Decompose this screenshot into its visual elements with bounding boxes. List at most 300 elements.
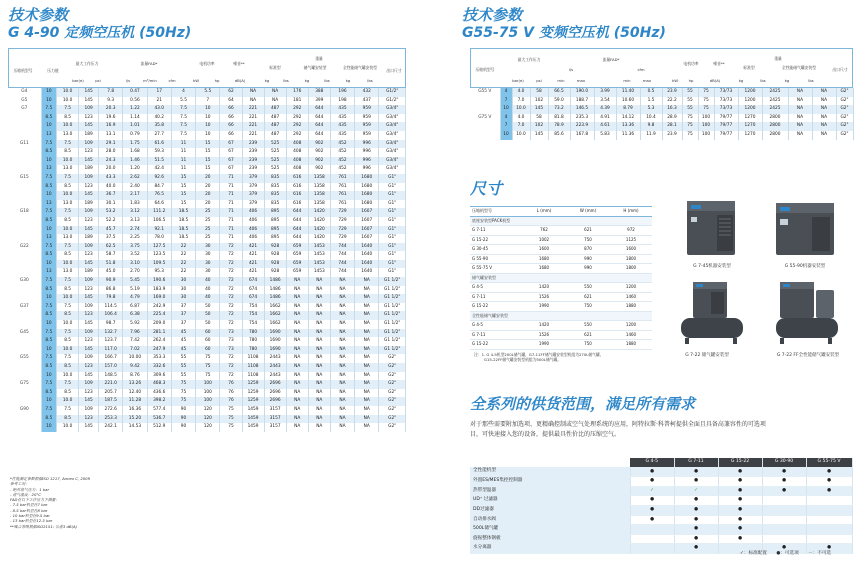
spec-cell: NA [788, 105, 812, 114]
spec-cell: 40.0 [99, 183, 123, 192]
spec-cell: 145 [79, 97, 99, 106]
spec-cell: 40 [196, 294, 220, 303]
spec-cell: 408 [286, 157, 308, 166]
spec-cell: 525 [264, 140, 286, 149]
spec-cell: 109 [79, 303, 99, 312]
hdr-unit: hp [214, 78, 220, 83]
options-cell: ● [630, 505, 674, 515]
note-line: - 10 bar机型在9.5 bar [10, 513, 50, 519]
dims-title: 尺寸 [470, 179, 503, 198]
rhdr-unit: kg [738, 78, 744, 83]
spec-cell: 30 [196, 260, 220, 269]
spec-cell: 452 [330, 157, 354, 166]
spec-cell: NA [308, 294, 330, 303]
left-table-row [8, 389, 406, 398]
spec-cell: 309.6 [147, 372, 171, 381]
spec-cell: NA [330, 303, 354, 312]
spec-cell: 644 [286, 208, 308, 217]
spec-cell: G1 1/2" [379, 277, 406, 286]
spec-cell: 55 [171, 363, 195, 372]
hdr-outlet: 出口尺寸 [386, 68, 402, 73]
spec-cell: G2" [379, 372, 406, 381]
options-cell [806, 525, 852, 535]
rhdr-unit: lbs [760, 78, 766, 83]
dims-group-row [470, 311, 652, 321]
spec-cell: NA [308, 372, 330, 381]
spec-cell: 145 [79, 397, 99, 406]
spec-cell: 15 [196, 140, 220, 149]
spec-cell: 895 [264, 208, 286, 217]
spec-cell: G1" [379, 268, 406, 277]
spec-cell: 1607 [355, 217, 379, 226]
spec-cell: 674 [242, 277, 264, 286]
spec-cell: 45 [171, 329, 195, 338]
options-cell: ● [674, 467, 718, 477]
spec-cell: 75 [171, 389, 195, 398]
spec-cell: 10 [500, 131, 512, 140]
spec-cell: 8.5 [57, 183, 79, 192]
options-cell: ● [674, 525, 718, 535]
spec-cell: 30 [196, 268, 220, 277]
spec-cell: 75 [698, 97, 714, 106]
spec-cell: 22 [171, 251, 195, 260]
spec-cell: NA [788, 131, 812, 140]
spec-cell: 75 [220, 406, 242, 415]
spec-cell: 27.7 [147, 131, 171, 140]
hdr-pressure: 压力值 [47, 68, 59, 73]
options-cell: ● [630, 515, 674, 525]
spec-cell: 146.5 [570, 105, 594, 114]
dims-group-label: 储气罐安装型 [470, 273, 652, 283]
range-title: 全系列的供货范围，满足所有需求 [470, 395, 696, 413]
model-cell: G4 [8, 88, 41, 97]
spec-cell: 123 [79, 114, 99, 123]
dims-row [470, 264, 652, 274]
right-table-row [470, 122, 853, 131]
left-table-row [8, 363, 406, 372]
spec-cell: 487 [264, 114, 286, 123]
spec-cell: 10 [41, 122, 56, 131]
legend-standard: ✓：标准配置 [740, 551, 767, 556]
spec-cell: 9.42 [123, 363, 147, 372]
spec-cell: 242.9 [147, 303, 171, 312]
spec-cell: G2" [379, 380, 406, 389]
spec-cell: 7.42 [123, 337, 147, 346]
dims-value-cell: 990 [566, 254, 610, 264]
left-table-row [8, 337, 406, 346]
spec-cell: 406 [242, 234, 264, 243]
spec-cell: 72 [220, 303, 242, 312]
dims-value-cell: 1680 [522, 254, 566, 264]
spec-cell: 408 [286, 148, 308, 157]
dims-model-cell: G 7-11 [470, 292, 522, 302]
spec-cell: G1" [379, 183, 406, 192]
spec-cell: 644 [308, 105, 330, 114]
rhdr-unit: max [576, 78, 586, 83]
spec-cell: 145 [79, 191, 99, 200]
spec-cell: 10 [41, 88, 56, 97]
spec-cell: 13.0 [57, 165, 79, 174]
spec-cell: 659 [286, 243, 308, 252]
spec-cell: NA [812, 105, 836, 114]
photo-caption: G 7-22 储气罐安装型 [685, 353, 729, 358]
spec-cell: 7.5 [57, 354, 79, 363]
spec-cell: 189 [79, 165, 99, 174]
spec-cell: 75 [220, 415, 242, 424]
spec-cell: 100 [196, 380, 220, 389]
spec-cell: NA [330, 354, 354, 363]
rhdr-max-work: 最大工作压力 [517, 57, 541, 62]
spec-cell: 75 [682, 114, 698, 123]
spec-cell: 780 [242, 346, 264, 355]
spec-cell: 15 [171, 200, 195, 209]
options-col: G 15-22 [718, 458, 762, 467]
spec-cell: 102 [530, 97, 548, 106]
spec-cell: 1270 [738, 131, 762, 140]
dims-value-cell: 972 [610, 226, 652, 236]
spec-cell: 145 [79, 226, 99, 235]
left-title-line2: G 4-90 定频空压机 (50Hz) [8, 25, 192, 41]
spec-cell: 123 [79, 311, 99, 320]
hdr-weight: 重量 [315, 56, 323, 61]
rhdr-fad: 流量FAD* [602, 57, 620, 62]
spec-cell: 73/73 [714, 97, 738, 106]
spec-cell: 187.5 [99, 397, 123, 406]
spec-cell: 127.5 [147, 243, 171, 252]
spec-cell: 12.40 [123, 389, 147, 398]
spec-cell: 109 [79, 174, 99, 183]
spec-cell: 4 [500, 88, 512, 97]
spec-cell: 62.5 [99, 243, 123, 252]
model-cell [8, 286, 41, 295]
spec-cell: 13.0 [57, 200, 79, 209]
model-cell [8, 191, 41, 200]
spec-cell: 23.9 [662, 88, 682, 97]
spec-cell: 2.74 [123, 226, 147, 235]
spec-cell: 7.5 [57, 303, 79, 312]
spec-cell: 959 [355, 105, 379, 114]
spec-cell: 2.70 [123, 268, 147, 277]
spec-cell: 123 [79, 251, 99, 260]
spec-cell: 780 [242, 337, 264, 346]
dims-value-cell: 1420 [522, 283, 566, 293]
spec-cell: 8.5 [57, 286, 79, 295]
spec-cell: 71 [220, 234, 242, 243]
rhdr-unit: dB(A) [709, 78, 721, 83]
spec-cell: 1607 [355, 208, 379, 217]
spec-cell: 1680 [355, 191, 379, 200]
spec-cell: 50 [196, 303, 220, 312]
spec-cell: 11.36 [616, 131, 640, 140]
model-cell: G55 [8, 354, 41, 363]
spec-cell: 835 [264, 200, 286, 209]
spec-cell: 7.5 [171, 131, 195, 140]
left-table-row [8, 294, 406, 303]
spec-cell: 76.5 [147, 191, 171, 200]
spec-cell: NA [286, 397, 308, 406]
spec-cell: 15 [171, 174, 195, 183]
left-table-row [8, 157, 406, 166]
left-table-row [8, 311, 406, 320]
rhdr-flow-ls: l/s [568, 67, 574, 72]
hdr-unit: lbs [283, 78, 289, 83]
spec-cell: 59.0 [548, 97, 570, 106]
left-table-row [8, 200, 406, 209]
spec-cell: 644 [308, 114, 330, 123]
spec-cell: 292 [286, 131, 308, 140]
spec-cell: 189 [79, 200, 99, 209]
spec-cell: G2" [836, 122, 853, 131]
options-cell: ✓ [630, 486, 674, 496]
hdr-power: 电机功率 [199, 61, 215, 66]
dims-value-cell: 1200 [610, 321, 652, 331]
options-cell [806, 515, 852, 525]
spec-cell: 21 [147, 97, 171, 106]
spec-cell: 8.5 [57, 389, 79, 398]
spec-cell: 644 [286, 226, 308, 235]
spec-cell: 90 [171, 423, 195, 432]
spec-cell: 7.5 [57, 105, 79, 114]
spec-cell: 190.0 [570, 88, 594, 97]
left-table-row [8, 217, 406, 226]
spec-cell: 109 [79, 329, 99, 338]
model-cell [8, 423, 41, 432]
hdr-wt-std: 标准型 [269, 65, 281, 70]
spec-cell: 72 [220, 311, 242, 320]
spec-cell: NA [330, 389, 354, 398]
left-table-row [8, 140, 406, 149]
left-table-row [8, 303, 406, 312]
spec-cell: 148.5 [99, 372, 123, 381]
spec-cell: NA [286, 337, 308, 346]
spec-cell: NA [812, 97, 836, 106]
spec-cell: G1" [379, 191, 406, 200]
rhdr-unit: max [642, 78, 652, 83]
model-cell [8, 268, 41, 277]
spec-cell: 281.1 [147, 329, 171, 338]
spec-cell: 4.39 [594, 105, 616, 114]
spec-cell: 16.3 [662, 105, 682, 114]
spec-cell: 7.5 [41, 277, 56, 286]
dims-row [470, 245, 652, 255]
spec-cell: NA [330, 286, 354, 295]
spec-cell: NA [788, 114, 812, 123]
spec-cell: 3.52 [123, 251, 147, 260]
options-cell [762, 534, 806, 544]
spec-cell: 223.9 [570, 122, 594, 131]
spec-cell: 169.0 [147, 294, 171, 303]
options-cell [762, 496, 806, 506]
dims-model-cell: G 30-45 [470, 245, 522, 255]
spec-cell: 2.62 [123, 174, 147, 183]
spec-cell: 75 [196, 363, 220, 372]
options-cell: ● [718, 515, 762, 525]
spec-cell: 71 [220, 208, 242, 217]
options-table [470, 458, 853, 554]
options-cell: ● [674, 544, 718, 554]
spec-cell: 659 [286, 268, 308, 277]
spec-cell: 20 [196, 191, 220, 200]
spec-cell: 10 [41, 226, 56, 235]
spec-cell: 100 [196, 389, 220, 398]
model-cell: G18 [8, 208, 41, 217]
dims-value-cell: 1680 [522, 264, 566, 274]
spec-cell: 902 [308, 165, 330, 174]
hdr-noise: 噪音** [233, 61, 245, 66]
spec-cell: 6.38 [123, 311, 147, 320]
hdr-unit: cfm [168, 78, 176, 83]
spec-cell: NA [355, 277, 379, 286]
spec-cell: 1640 [355, 268, 379, 277]
spec-cell: 754 [242, 320, 264, 329]
spec-cell: 98.7 [99, 320, 123, 329]
options-cell: ● [674, 496, 718, 506]
spec-cell: 8.5 [57, 363, 79, 372]
spec-cell: 13.0 [57, 234, 79, 243]
spec-cell: 84.7 [147, 183, 171, 192]
spec-cell: 659 [286, 251, 308, 260]
spec-cell: 408 [286, 165, 308, 174]
spec-cell: 18.5 [171, 217, 195, 226]
model-cell [8, 260, 41, 269]
spec-cell: NA [308, 303, 330, 312]
spec-cell: NA [355, 354, 379, 363]
spec-cell: 15 [196, 157, 220, 166]
spec-cell: 7.5 [57, 380, 79, 389]
spec-cell: 10.0 [57, 122, 79, 131]
spec-cell: 8.5 [41, 337, 56, 346]
left-table-row [8, 251, 406, 260]
left-table-row [8, 277, 406, 286]
spec-cell: 75 [682, 131, 698, 140]
spec-cell: 1690 [264, 337, 286, 346]
left-table-row [8, 346, 406, 355]
spec-cell: 8.5 [41, 217, 56, 226]
options-row [470, 534, 852, 544]
spec-cell: 1607 [355, 234, 379, 243]
spec-cell: 8.5 [57, 114, 79, 123]
left-table-row [8, 191, 406, 200]
spec-cell: 22 [171, 268, 195, 277]
spec-cell: 90 [171, 406, 195, 415]
left-table-row [8, 320, 406, 329]
dims-header-cell: W (mm) [566, 207, 610, 217]
spec-cell: 75 [698, 88, 714, 97]
dims-note-2: G15-22FF储气罐安装型机组为500L储气罐。 [484, 357, 562, 363]
left-table-row [8, 286, 406, 295]
spec-cell: 55 [682, 105, 698, 114]
spec-cell: NA [286, 423, 308, 432]
spec-cell: 5.5 [196, 88, 220, 97]
spec-cell: 29.1 [99, 140, 123, 149]
options-col: G 55-75 V [806, 458, 852, 467]
spec-cell: 11.40 [616, 88, 640, 97]
spec-cell: NA [355, 363, 379, 372]
rhdr-noise: 噪音** [713, 61, 725, 66]
spec-cell: 525 [264, 165, 286, 174]
options-cell: ✓ [674, 486, 718, 496]
spec-cell: 902 [308, 140, 330, 149]
hdr-unit: kW [193, 78, 199, 83]
product-photo-g7-45 [677, 195, 747, 261]
spec-cell: 4.79 [123, 294, 147, 303]
spec-cell: 28.1 [662, 122, 682, 131]
spec-cell: 487 [264, 122, 286, 131]
spec-cell: G1" [379, 251, 406, 260]
hdr-unit: psi [95, 78, 101, 83]
spec-cell: 8.5 [57, 148, 79, 157]
spec-cell: 421 [242, 268, 264, 277]
spec-cell: 353.3 [147, 354, 171, 363]
spec-cell: 468.3 [147, 380, 171, 389]
spec-cell: 145 [79, 260, 99, 269]
model-cell [8, 397, 41, 406]
spec-cell: 1.46 [123, 157, 147, 166]
spec-cell: 1.5 [640, 97, 662, 106]
spec-cell: 123 [79, 389, 99, 398]
spec-cell: 58 [530, 114, 548, 123]
spec-cell: 10 [196, 122, 220, 131]
dims-value-cell: 1800 [610, 254, 652, 264]
dims-model-cell: G 55-75 V [470, 264, 522, 274]
spec-cell: G2" [379, 389, 406, 398]
spec-cell: 10.0 [57, 294, 79, 303]
model-cell [8, 122, 41, 131]
spec-cell: 3.12 [123, 208, 147, 217]
spec-cell: 176 [286, 88, 308, 97]
spec-cell: 10 [196, 131, 220, 140]
spec-cell: NA [308, 363, 330, 372]
spec-cell: 72 [220, 363, 242, 372]
options-cell: ● [806, 467, 852, 477]
spec-cell: 1662 [264, 311, 286, 320]
spec-cell: 959 [355, 114, 379, 123]
spec-cell: 8.5 [41, 389, 56, 398]
dims-row [470, 235, 652, 245]
dims-value-cell: 1600 [522, 245, 566, 255]
model-cell: G37 [8, 303, 41, 312]
spec-cell: 247.9 [147, 346, 171, 355]
spec-cell: 55 [171, 354, 195, 363]
spec-cell: 487 [264, 105, 286, 114]
spec-cell: 40 [196, 286, 220, 295]
spec-cell: 1690 [264, 329, 286, 338]
left-table-row [8, 226, 406, 235]
spec-cell: 72 [220, 268, 242, 277]
spec-cell: 73.2 [548, 105, 570, 114]
right-table-row [470, 88, 853, 97]
spec-cell: 1108 [242, 372, 264, 381]
spec-cell: 90.9 [99, 277, 123, 286]
dims-row [470, 340, 652, 350]
right-table-row [470, 105, 853, 114]
dims-value-cell: 1800 [610, 264, 652, 274]
options-cell [762, 505, 806, 515]
spec-cell: 75 [171, 397, 195, 406]
spec-cell: NA [330, 329, 354, 338]
spec-cell: 13 [41, 200, 56, 209]
dims-value-cell: 621 [566, 330, 610, 340]
spec-cell: 421 [242, 260, 264, 269]
spec-cell: 75 [698, 105, 714, 114]
spec-cell: 59.3 [147, 148, 171, 157]
spec-cell: 60 [196, 329, 220, 338]
spec-cell: NA [264, 97, 286, 106]
spec-cell: NA [330, 406, 354, 415]
spec-cell: 0.47 [123, 88, 147, 97]
spec-cell: 4 [171, 88, 195, 97]
spec-cell: 435 [330, 105, 354, 114]
